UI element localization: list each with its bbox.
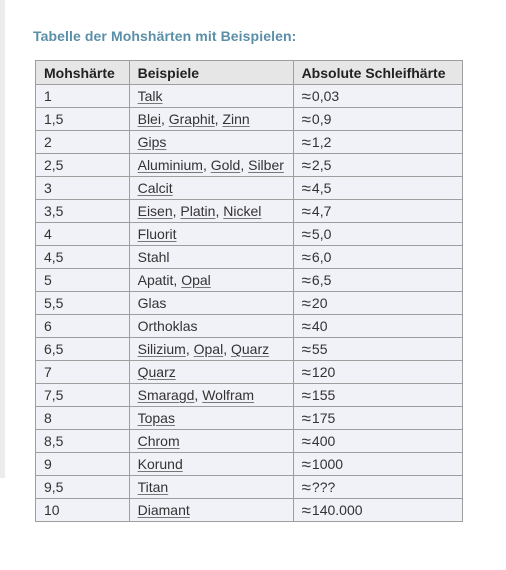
examples-cell: [129, 269, 293, 292]
approx-symbol-icon: ≈: [301, 156, 311, 175]
absolute-hardness-cell: [293, 292, 462, 315]
approx-symbol-icon: ≈: [301, 202, 311, 221]
mineral-link[interactable]: Wolfram: [202, 387, 255, 403]
examples-cell: [129, 476, 293, 499]
absolute-hardness-cell: [293, 453, 462, 476]
mineral-link[interactable]: Nickel: [223, 203, 262, 219]
mohs-hardness-cell: 10: [36, 499, 130, 522]
approx-symbol-icon: ≈: [301, 294, 311, 313]
example-separator: ,: [223, 341, 231, 357]
mohs-hardness-cell: 5,5: [36, 292, 130, 315]
column-header-examples: Beispiele: [129, 61, 293, 85]
approx-symbol-icon: ≈: [301, 133, 311, 152]
table-heading: Tabelle der Mohshärten mit Beispielen:: [33, 28, 297, 44]
approx-symbol-icon: ≈: [301, 340, 311, 359]
mineral-link[interactable]: Diamant: [137, 502, 190, 518]
mohs-hardness-cell: 3,5: [36, 200, 130, 223]
mohs-hardness-cell: 3: [36, 177, 130, 200]
examples-cell: [129, 177, 293, 200]
absolute-hardness-cell: [293, 338, 462, 361]
approx-symbol-icon: ≈: [301, 87, 311, 106]
approx-symbol-icon: ≈: [301, 409, 311, 428]
absolute-hardness-value: 5,0: [311, 226, 332, 242]
absolute-hardness-cell: [293, 430, 462, 453]
mohs-hardness-cell: 4: [36, 223, 130, 246]
examples-cell: [129, 338, 293, 361]
left-border-rule: [0, 0, 5, 478]
mohs-hardness-cell: 6: [36, 315, 130, 338]
table-row: [36, 223, 463, 246]
absolute-hardness-value: 120: [311, 364, 336, 380]
mineral-link[interactable]: Opal: [193, 341, 224, 357]
absolute-hardness-value: 20: [311, 295, 328, 311]
examples-cell: [129, 361, 293, 384]
table-row: [36, 108, 463, 131]
absolute-hardness-cell: [293, 246, 462, 269]
mineral-link[interactable]: Platin: [180, 203, 216, 219]
absolute-hardness-value: 2,5: [311, 157, 332, 173]
absolute-hardness-cell: [293, 361, 462, 384]
mineral-link[interactable]: Fluorit: [137, 226, 177, 242]
mineral-name: Orthoklas: [137, 318, 198, 334]
absolute-hardness-cell: [293, 131, 462, 154]
absolute-hardness-value: 0,03: [311, 88, 340, 104]
mohs-hardness-cell: 9: [36, 453, 130, 476]
mineral-link[interactable]: Gips: [137, 134, 167, 150]
examples-cell: [129, 154, 293, 177]
mineral-name: Apatit: [137, 272, 174, 288]
table-row: [36, 177, 463, 200]
approx-symbol-icon: ≈: [301, 110, 311, 129]
absolute-hardness-value: 140.000: [311, 502, 363, 518]
absolute-hardness-value: 6,5: [311, 272, 332, 288]
absolute-hardness-value: ???: [311, 479, 336, 495]
mineral-link[interactable]: Quarz: [230, 341, 270, 357]
approx-symbol-icon: ≈: [301, 432, 311, 451]
mineral-link[interactable]: Titan: [137, 479, 169, 495]
absolute-hardness-cell: [293, 154, 462, 177]
mohs-hardness-cell: 7: [36, 361, 130, 384]
example-separator: ,: [173, 272, 182, 288]
approx-symbol-icon: ≈: [301, 478, 311, 497]
example-separator: ,: [160, 111, 169, 127]
examples-cell: [129, 430, 293, 453]
approx-symbol-icon: ≈: [301, 501, 311, 520]
mineral-link[interactable]: Aluminium: [137, 157, 203, 173]
absolute-hardness-value: 1000: [311, 456, 344, 472]
table-row: [36, 453, 463, 476]
absolute-hardness-value: 0,9: [311, 111, 332, 127]
examples-cell: [129, 315, 293, 338]
mineral-link[interactable]: Eisen: [137, 203, 173, 219]
mineral-link[interactable]: Quarz: [137, 364, 176, 380]
mineral-link[interactable]: Chrom: [137, 433, 180, 449]
absolute-hardness-cell: [293, 269, 462, 292]
approx-symbol-icon: ≈: [301, 317, 311, 336]
header-row: [36, 61, 463, 85]
absolute-hardness-value: 155: [311, 387, 336, 403]
approx-symbol-icon: ≈: [301, 363, 311, 382]
absolute-hardness-cell: [293, 384, 462, 407]
examples-cell: [129, 85, 293, 108]
table-row: [36, 407, 463, 430]
mineral-link[interactable]: Smaragd: [137, 387, 195, 403]
absolute-hardness-value: 400: [311, 433, 336, 449]
examples-cell: [129, 407, 293, 430]
table-row: [36, 85, 463, 108]
mineral-link[interactable]: Zinn: [222, 111, 250, 127]
example-separator: ,: [215, 203, 224, 219]
mineral-link[interactable]: Silizium: [137, 341, 186, 357]
table-row: [36, 269, 463, 292]
absolute-hardness-cell: [293, 200, 462, 223]
examples-cell: [129, 200, 293, 223]
mohs-hardness-cell: 2: [36, 131, 130, 154]
absolute-hardness-value: 175: [311, 410, 336, 426]
absolute-hardness-value: 6,0: [311, 249, 332, 265]
absolute-hardness-value: 40: [311, 318, 328, 334]
table-row: [36, 292, 463, 315]
example-separator: ,: [202, 157, 211, 173]
absolute-hardness-value: 55: [311, 341, 328, 357]
mohs-hardness-cell: 2,5: [36, 154, 130, 177]
example-separator: ,: [172, 203, 181, 219]
absolute-hardness-value: 4,7: [311, 203, 332, 219]
mohs-hardness-cell: 1: [36, 85, 130, 108]
example-separator: ,: [194, 387, 203, 403]
mohs-hardness-cell: 1,5: [36, 108, 130, 131]
example-separator: ,: [185, 341, 194, 357]
mineral-link[interactable]: Graphit: [168, 111, 215, 127]
mohs-hardness-cell: 7,5: [36, 384, 130, 407]
mineral-link[interactable]: Korund: [137, 456, 183, 472]
mineral-link[interactable]: Silber: [248, 157, 284, 173]
examples-cell: [129, 223, 293, 246]
approx-symbol-icon: ≈: [301, 179, 311, 198]
absolute-hardness-cell: [293, 223, 462, 246]
column-header-absolute-hardness: Absolute Schleifhärte: [293, 61, 462, 85]
table-row: [36, 384, 463, 407]
mohs-hardness-cell: 4,5: [36, 246, 130, 269]
example-separator: ,: [214, 111, 223, 127]
table-row: [36, 476, 463, 499]
approx-symbol-icon: ≈: [301, 455, 311, 474]
examples-cell: [129, 246, 293, 269]
approx-symbol-icon: ≈: [301, 225, 311, 244]
table-row: [36, 131, 463, 154]
examples-cell: [129, 499, 293, 522]
absolute-hardness-cell: [293, 407, 462, 430]
mineral-link[interactable]: Gold: [210, 157, 241, 173]
mohs-hardness-table: [35, 60, 463, 522]
absolute-hardness-cell: [293, 476, 462, 499]
mineral-name: Stahl: [137, 249, 170, 265]
table-row: [36, 430, 463, 453]
examples-cell: [129, 292, 293, 315]
approx-symbol-icon: ≈: [301, 386, 311, 405]
absolute-hardness-value: 1,2: [311, 134, 332, 150]
table-row: [36, 361, 463, 384]
approx-symbol-icon: ≈: [301, 248, 311, 267]
mineral-link[interactable]: Topas: [137, 410, 175, 426]
mineral-link[interactable]: Calcit: [137, 180, 173, 196]
mineral-name: Glas: [137, 295, 167, 311]
table-row: [36, 499, 463, 522]
table-row: [36, 246, 463, 269]
table-header: [36, 61, 463, 85]
examples-cell: [129, 384, 293, 407]
column-header-mohs-hardness: Mohshärte: [36, 61, 130, 85]
mohs-hardness-cell: 5: [36, 269, 130, 292]
table-row: [36, 154, 463, 177]
table-row: [36, 315, 463, 338]
mineral-link[interactable]: Opal: [181, 272, 211, 288]
mohs-hardness-cell: 8,5: [36, 430, 130, 453]
table-row: [36, 338, 463, 361]
approx-symbol-icon: ≈: [301, 271, 311, 290]
absolute-hardness-value: 4,5: [311, 180, 332, 196]
examples-cell: [129, 131, 293, 154]
example-separator: ,: [240, 157, 249, 173]
absolute-hardness-cell: [293, 177, 462, 200]
mohs-hardness-cell: 8: [36, 407, 130, 430]
mohs-hardness-cell: 9,5: [36, 476, 130, 499]
table-body: [36, 85, 463, 522]
examples-cell: [129, 108, 293, 131]
mineral-link[interactable]: Talk: [137, 88, 163, 104]
examples-cell: [129, 453, 293, 476]
absolute-hardness-cell: [293, 499, 462, 522]
table-row: [36, 200, 463, 223]
mohs-hardness-cell: 6,5: [36, 338, 130, 361]
absolute-hardness-cell: [293, 315, 462, 338]
absolute-hardness-cell: [293, 108, 462, 131]
absolute-hardness-cell: [293, 85, 462, 108]
mineral-link[interactable]: Blei: [137, 111, 161, 127]
